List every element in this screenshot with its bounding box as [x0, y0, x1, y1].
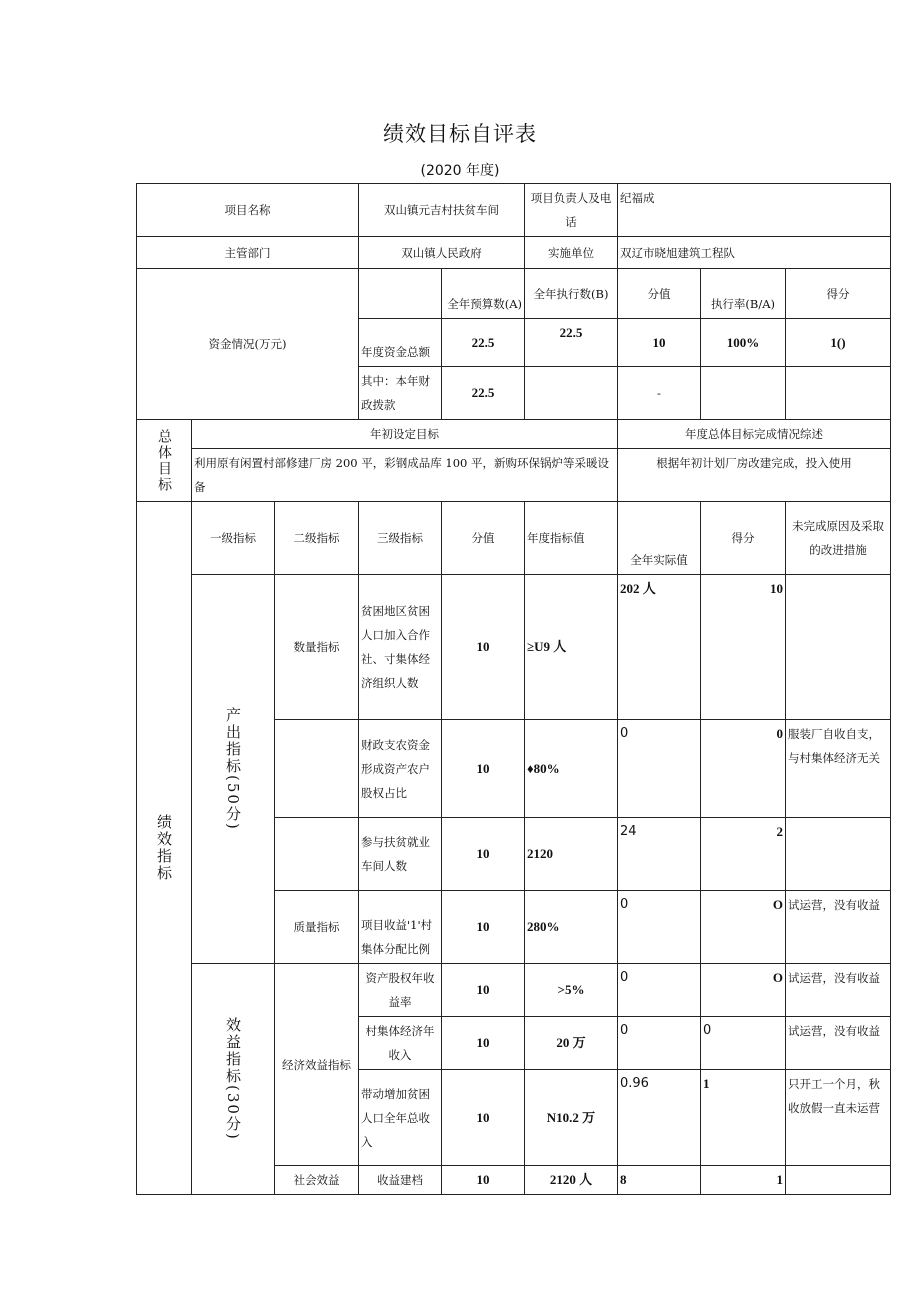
row1-rate: 100%: [701, 319, 786, 367]
row-actual: 0: [618, 1017, 701, 1070]
page-subtitle: (2020 年度): [420, 163, 500, 179]
row-target: ♦80%: [525, 720, 618, 818]
row2-rate: [701, 367, 786, 420]
col-exec: 全年执行数(B): [525, 269, 618, 319]
overall-label: 总体目标: [137, 420, 192, 502]
col-score-value: 分值: [618, 269, 701, 319]
row-score: 2: [701, 818, 786, 891]
row2-score-value: -: [618, 367, 701, 420]
h-l1: 一级指标: [192, 502, 275, 575]
row-score-value: 10: [442, 1166, 525, 1195]
row-reason: [786, 575, 891, 720]
indicators-label: 绩效指标: [137, 502, 192, 1195]
dept-label: 主管部门: [137, 237, 359, 269]
project-name: 双山镇元吉村扶贫车间: [359, 184, 525, 237]
row-l3: 资产股权年收益率: [359, 964, 442, 1017]
row-reason: 只开工一个月，秋收放假一直未运营: [786, 1070, 891, 1166]
row-score-value: 10: [442, 1070, 525, 1166]
summary-header: 年度总体目标完成情况综述: [618, 420, 891, 449]
row1-score-value: 10: [618, 319, 701, 367]
row-actual: 202 人: [618, 575, 701, 720]
project-name-label: 项目名称: [137, 184, 359, 237]
col-rate: 执行率(B/A): [701, 269, 786, 319]
empty-l2: [275, 720, 359, 818]
row-l3: 收益建档: [359, 1166, 442, 1195]
row-score-value: 10: [442, 575, 525, 720]
leader-label: 项目负责人及电话: [525, 184, 618, 237]
evaluation-table: [136, 183, 891, 1195]
col-score: 得分: [786, 269, 891, 319]
social-label: 社会效益: [275, 1166, 359, 1195]
col-budget: 全年预算数(A): [442, 269, 525, 319]
row2-exec: [525, 367, 618, 420]
row2-score: [786, 367, 891, 420]
row-reason: [786, 818, 891, 891]
row-target: 280%: [525, 891, 618, 964]
row-l3: 带动增加贫困人口全年总收入: [359, 1070, 442, 1166]
row2-label: 其中：本年财政拨款: [359, 367, 442, 420]
row-actual: 0.96: [618, 1070, 701, 1166]
impl-value: 双辽市晓旭建筑工程队: [618, 237, 891, 269]
goal-header: 年初设定目标: [192, 420, 618, 449]
row1-label: 年度资金总额: [359, 319, 442, 367]
row-target: N10.2 万: [525, 1070, 618, 1166]
row-l3: 财政支农资金形成资产农户股权占比: [359, 720, 442, 818]
row1-budget: 22.5: [442, 319, 525, 367]
row-l3: 贫困地区贫困人口加入合作社、寸集体经济组织人数: [359, 575, 442, 720]
row-l3: 村集体经济年收入: [359, 1017, 442, 1070]
empty-l2: [275, 818, 359, 891]
summary-text: 根据年初计划厂房改建完成，投入使用: [618, 449, 891, 502]
row1-exec: 22.5: [525, 319, 618, 367]
leader-name: 纪福成: [618, 184, 891, 237]
row-target: 2120 人: [525, 1166, 618, 1195]
quantity-label: 数量指标: [275, 575, 359, 720]
row-target: 2120: [525, 818, 618, 891]
row-reason: 试运营，没有收益: [786, 964, 891, 1017]
row-score: 1: [701, 1166, 786, 1195]
row-reason: [786, 1166, 891, 1195]
row-actual: 24: [618, 818, 701, 891]
h-score-value: 分值: [442, 502, 525, 575]
row-score: O: [701, 891, 786, 964]
row-target: 20 万: [525, 1017, 618, 1070]
row1-score: 1(): [786, 319, 891, 367]
row2-budget: 22.5: [442, 367, 525, 420]
funds-empty-head: [359, 269, 442, 319]
row-reason: 试运营，没有收益: [786, 1017, 891, 1070]
row-target: >5%: [525, 964, 618, 1017]
h-l3: 三级指标: [359, 502, 442, 575]
row-score: 0: [701, 1017, 786, 1070]
row-reason: 试运营，没有收益: [786, 891, 891, 964]
h-target: 年度指标值: [525, 502, 618, 575]
row-target: ≥U9 人: [525, 575, 618, 720]
row-actual: 8: [618, 1166, 701, 1195]
row-score: 0: [701, 720, 786, 818]
row-reason: 服装厂自收自支，与村集体经济无关: [786, 720, 891, 818]
h-score: 得分: [701, 502, 786, 575]
benefit-label: 效益指标(30分): [192, 964, 275, 1195]
row-actual: 0: [618, 964, 701, 1017]
funds-label: 资金情况(万元): [137, 269, 359, 420]
row-score: 10: [701, 575, 786, 720]
goal-text: 利用原有闲置村部修建厂房 200 平，彩钢成品库 100 平，新购环保锅炉等采暖设备: [192, 449, 618, 502]
row-score-value: 10: [442, 891, 525, 964]
impl-label: 实施单位: [525, 237, 618, 269]
output-label: 产出指标(50分): [192, 575, 275, 964]
row-score-value: 10: [442, 1017, 525, 1070]
row-actual: 0: [618, 720, 701, 818]
h-l2: 二级指标: [275, 502, 359, 575]
h-reason: 未完成原因及采取的改进措施: [786, 502, 891, 575]
dept-value: 双山镇人民政府: [359, 237, 525, 269]
row-l3: 参与扶贫就业车间人数: [359, 818, 442, 891]
quality-label: 质量指标: [275, 891, 359, 964]
h-actual: 全年实际值: [618, 502, 701, 575]
row-l3: 项目收益'1'村集体分配比例: [359, 891, 442, 964]
page-title: 绩效目标自评表: [383, 122, 537, 146]
row-score: 1: [701, 1070, 786, 1166]
row-score-value: 10: [442, 818, 525, 891]
row-score-value: 10: [442, 720, 525, 818]
economic-label: 经济效益指标: [275, 964, 359, 1166]
row-actual: 0: [618, 891, 701, 964]
row-score: O: [701, 964, 786, 1017]
row-score-value: 10: [442, 964, 525, 1017]
